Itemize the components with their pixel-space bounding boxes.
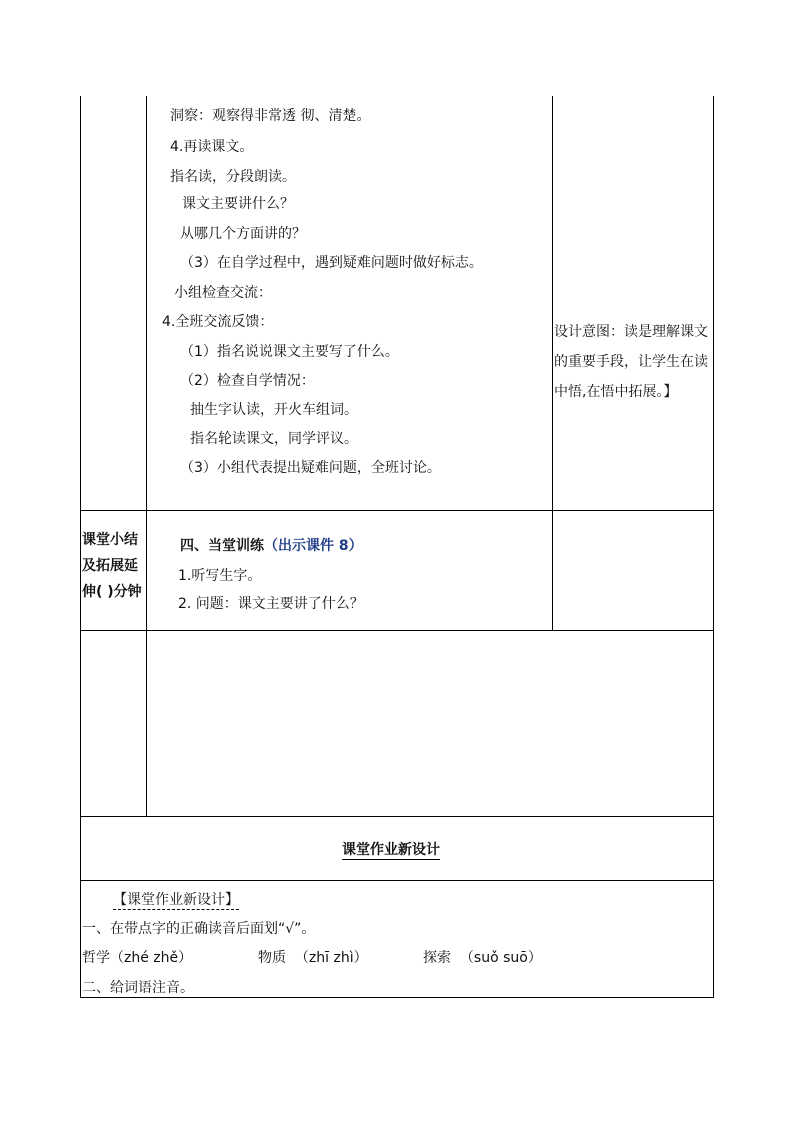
- process-line: 从哪几个方面讲的？: [180, 226, 306, 242]
- column-divider-1: [146, 96, 147, 816]
- training-heading-text: 四、当堂训练: [180, 538, 264, 554]
- courseware-note: （出示课件 8）: [264, 538, 363, 554]
- process-line: 课文主要讲什么？: [182, 196, 294, 212]
- pinyin-pair: [258, 949, 368, 967]
- row-divider-4: [80, 880, 714, 881]
- pinyin-options: （zhī zhì）: [294, 950, 368, 966]
- homework-title-text: 课堂作业新设计: [342, 842, 440, 858]
- pinyin-word: 探索: [423, 950, 451, 966]
- question-2: 二、给词语注音。: [82, 980, 194, 996]
- row-divider-3: [80, 816, 714, 817]
- homework-title: [342, 841, 440, 859]
- row-divider-2: [80, 630, 714, 631]
- process-line: 4.全班交流反馈：: [162, 314, 274, 330]
- process-line: 抽生字认读，开火车组词。: [190, 402, 358, 418]
- training-heading: [180, 537, 363, 555]
- row-divider-1: [80, 510, 714, 511]
- process-line: 小组检查交流：: [174, 285, 272, 301]
- pinyin-options: （suǒ suō）: [459, 950, 542, 966]
- training-item: 2. 问题：课文主要讲了什么？: [178, 596, 364, 612]
- pinyin-options: （zhé zhě）: [110, 950, 193, 966]
- table-border-left: [80, 96, 81, 998]
- pinyin-word: 哲学: [82, 950, 110, 966]
- question-1: 一、在带点字的正确读音后面划“√”。: [82, 921, 316, 937]
- process-line: （2）检查自学情况：: [180, 373, 315, 389]
- process-line: （3）在自学过程中，遇到疑难问题时做好标志。: [180, 255, 483, 271]
- column-divider-2: [552, 96, 553, 630]
- table-border-bottom: [80, 997, 714, 998]
- pinyin-pair: [82, 949, 192, 967]
- homework-subtitle-text: 【课堂作业新设计】: [113, 892, 239, 908]
- process-line: （1）指名说说课文主要写了什么。: [180, 344, 399, 360]
- design-intent-note: 设计意图：读是理解课文的重要手段，让学生在读中悟,在悟中拓展。】: [554, 324, 708, 400]
- table-border-right: [713, 96, 714, 998]
- process-line: （3）小组代表提出疑难问题，全班讨论。: [180, 460, 441, 476]
- homework-subtitle: [113, 891, 239, 909]
- summary-side-label: 课堂小结及拓展延伸( )分钟: [82, 532, 142, 600]
- process-line: 洞察：观察得非常透 彻、清楚。: [170, 108, 371, 124]
- training-item: 1.听写生字。: [178, 568, 262, 584]
- pinyin-pair: [423, 949, 542, 967]
- pinyin-word: 物质: [258, 950, 286, 966]
- process-line: 4.再读课文。: [170, 139, 254, 155]
- process-line: 指名读，分段朗读。: [170, 169, 296, 185]
- process-line: 指名轮读课文，同学评议。: [190, 431, 358, 447]
